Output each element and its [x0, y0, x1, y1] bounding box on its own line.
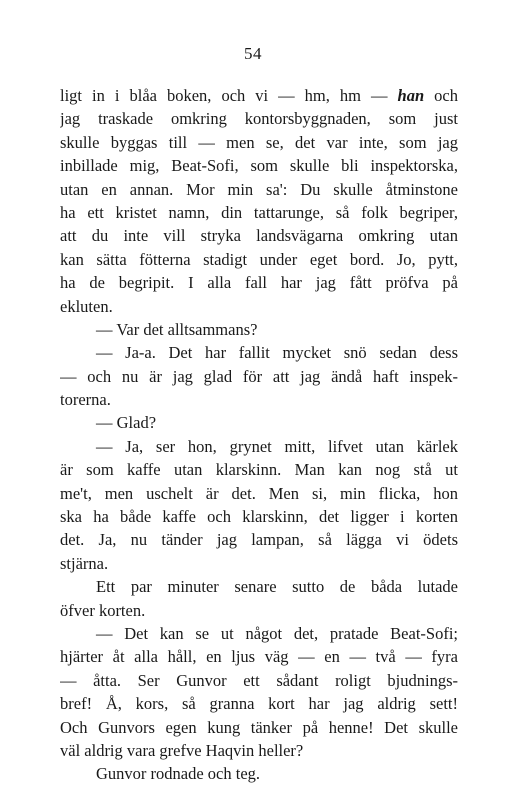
text-line: väl aldrig vara grefve Haqvin heller? — [60, 740, 304, 760]
dialogue-line: — Det kan se ut något det, pratade Beat-Sofi; — [96, 623, 458, 643]
text-line: kan sätta fötterna stadigt under eget bord. Jo, pytt, — [60, 249, 458, 269]
text-line: ligt in i blåa boken, och vi — hm, hm — han och — [60, 86, 458, 105]
text-line: öfver korten. — [60, 600, 146, 620]
paragraph-line: Gunvor rodnade och teg. — [96, 764, 261, 784]
text-line: me't, men uschelt är det. Men si, min flicka, hon — [60, 483, 458, 503]
text-line: — och nu är jag glad för att jag ändå haft inspek- — [60, 366, 458, 386]
text-line: ha ett kristet namn, din tattarunge, så folk begriper, — [60, 202, 458, 222]
dialogue-line: — Var det alltsammans? — [96, 319, 258, 339]
paragraph-line: Ett par minuter senare sutto de båda lutade — [96, 577, 458, 597]
emphasized-word: han — [397, 86, 425, 105]
page-number: 54 — [244, 44, 262, 63]
dialogue-line: — Ja-a. Det har fallit mycket snö sedan dess — [96, 343, 458, 363]
text-line: inbillade mig, Beat-Sofi, som skulle bli inspektorska, — [60, 156, 458, 176]
text-line: jag traskade omkring kontorsbyggnaden, som just — [60, 109, 458, 129]
text-line: skulle byggas till — men se, det var inte, som jag — [60, 132, 458, 152]
text-line: ha de begripit. I alla fall har jag fått pröfva på — [60, 273, 458, 293]
dialogue-line: — Glad? — [96, 413, 157, 433]
text-line: utan en annan. Mor min sa': Du skulle åtminstone — [60, 179, 458, 199]
dialogue-line: — Ja, ser hon, grynet mitt, lifvet utan kärlek — [96, 436, 458, 456]
text-line: bref! Å, kors, så granna kort har jag aldrig sett! — [60, 694, 458, 714]
text-line: hjärter åt alla håll, en ljus väg — en — två — fyra — [60, 647, 458, 667]
body-text — [60, 84, 458, 786]
text-line: Och Gunvors egen kung tänker på henne! Det skulle — [60, 717, 458, 737]
text-line: det. Ja, nu tänder jag lampan, så lägga vi ödets — [60, 530, 458, 550]
text-line: torerna. — [60, 390, 111, 410]
text-line: — åtta. Ser Gunvor ett sådant roligt bjudnings- — [60, 670, 458, 690]
text-line: ekluten. — [60, 296, 113, 316]
text-line: är som kaffe utan klarskinn. Man kan nog stå ut — [60, 460, 458, 480]
text-line: stjärna. — [60, 553, 109, 573]
text-line: ska ha både kaffe och klarskinn, det ligger i korten — [60, 507, 458, 527]
text-line: att du inte vill stryka landsvägarna omkring utan — [60, 226, 458, 246]
